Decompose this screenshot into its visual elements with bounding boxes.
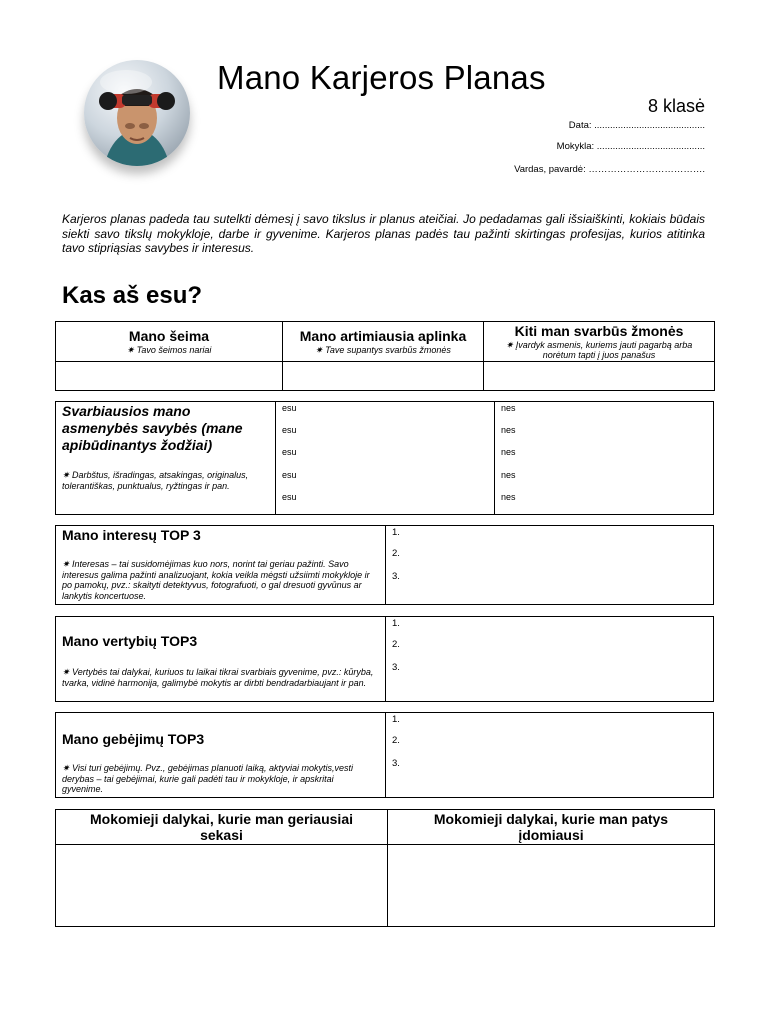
esu-label: esu bbox=[282, 492, 297, 502]
value-item-2[interactable]: 2. bbox=[392, 639, 400, 650]
interesting-subjects-header: Mokomieji dalykai, kurie man patys įdomiausi bbox=[388, 810, 715, 845]
nes-label: nes bbox=[501, 403, 516, 413]
nes-label: nes bbox=[501, 447, 516, 457]
values-note: ✷ Vertybės tai dalykai, kuriuos tu laikai tikrai svarbiais gyvenime, pvz.: kūryba, tvarka, vidinė harmonija, galimybė mokytis ar dirbti bendradarbiaujant ir pan. bbox=[62, 667, 374, 688]
skills-title: Mano gebėjimų TOP3 bbox=[62, 731, 205, 747]
family-note: ✷ Tavo šeimos nariai bbox=[126, 345, 212, 355]
grade-label: 8 klasė bbox=[647, 96, 705, 116]
nes-label: nes bbox=[501, 470, 516, 480]
binoculars-icon bbox=[84, 60, 190, 166]
section-title: Kas aš esu? bbox=[62, 282, 203, 309]
subjects-table bbox=[55, 809, 715, 927]
interest-item-3[interactable]: 3. bbox=[392, 571, 400, 582]
environment-note: ✷ Tave supantys svarbūs žmonės bbox=[315, 345, 451, 355]
traits-box bbox=[55, 401, 714, 515]
nes-label: nes bbox=[501, 492, 516, 502]
school-field[interactable]: Mokykla: ......................................... bbox=[556, 141, 705, 152]
values-title: Mano vertybių TOP3 bbox=[62, 633, 198, 649]
others-title: Kiti man svarbūs žmonės bbox=[514, 323, 684, 339]
value-item-3[interactable]: 3. bbox=[392, 662, 400, 673]
interest-item-1[interactable]: 1. bbox=[392, 527, 400, 538]
esu-label: esu bbox=[282, 425, 297, 435]
esu-label: esu bbox=[282, 470, 297, 480]
date-field[interactable]: Data: .......................................... bbox=[568, 120, 705, 131]
skills-box bbox=[55, 712, 714, 798]
skill-item-3[interactable]: 3. bbox=[392, 758, 400, 769]
skills-note: ✷ Visi turi gebėjimų. Pvz., gebėjimas planuoti laiką, aktyviai mokytis,vesti derybas – tai gebėjimai, kurie gali padėti tau ir mokykloje, ir apskritai gyvenime. bbox=[62, 763, 353, 794]
environment-cell[interactable] bbox=[283, 362, 484, 391]
others-cell[interactable] bbox=[484, 362, 715, 391]
page-title: Mano Karjeros Planas bbox=[217, 59, 546, 96]
skill-item-1[interactable]: 1. bbox=[392, 714, 400, 725]
best-subjects-header: Mokomieji dalykai, kurie man geriausiai sekasi bbox=[56, 810, 388, 845]
traits-title: Svarbiausios mano asmenybės savybės (mane apibūdinantys žodžiai) bbox=[62, 403, 243, 453]
values-box bbox=[55, 616, 714, 702]
value-item-1[interactable]: 1. bbox=[392, 618, 400, 629]
people-table bbox=[55, 321, 715, 391]
others-note: ✷ Įvardyk asmenis, kuriems jauti pagarbą arba norėtum tapti į juos panašus bbox=[505, 340, 693, 360]
intro-paragraph: Karjeros planas padeda tau sutelkti dėmesį į savo tikslus ir planus ateičiai. Jo pedadamas gali išsiaiškinti, kokiais būdais siekti savo tikslų mokykloje, darbe ir gyvenime. Karjeros planas padės tau pažinti skirtingas profesijas, kurios atitinka tavo stipriąsias savybes ir interesus. bbox=[62, 212, 705, 255]
skill-item-2[interactable]: 2. bbox=[392, 735, 400, 746]
esu-label: esu bbox=[282, 447, 297, 457]
interests-note: ✷ Interesas – tai susidomėjimas kuo nors, norint tai geriau pažinti. Savo interesus galima pažinti analizuojant, kokia veikla mėgsti užsiimti mokykloje ir po pamokų, pvz.: skaityti detektyvus, fotografuoti, o gal dresuoti gyvūnus ar lankytis koncertuose. bbox=[62, 559, 370, 601]
binoculars-boy-logo bbox=[84, 60, 190, 166]
family-cell[interactable] bbox=[56, 362, 283, 391]
best-subjects-cell[interactable] bbox=[56, 845, 388, 927]
interests-box bbox=[55, 525, 714, 605]
interesting-subjects-cell[interactable] bbox=[388, 845, 715, 927]
family-title: Mano šeima bbox=[128, 328, 210, 344]
others-header bbox=[484, 322, 715, 362]
interest-item-2[interactable]: 2. bbox=[392, 548, 400, 559]
name-field[interactable]: Vardas, pavardė: ………………………………. bbox=[514, 164, 705, 175]
environment-header bbox=[283, 322, 484, 362]
environment-title: Mano artimiausia aplinka bbox=[299, 328, 467, 344]
esu-label: esu bbox=[282, 403, 297, 413]
nes-label: nes bbox=[501, 425, 516, 435]
traits-note: ✷ Darbštus, išradingas, atsakingas, originalus, tolerantiškas, punktualus, ryžtingas ir pan. bbox=[62, 470, 249, 491]
interests-title: Mano interesų TOP 3 bbox=[62, 527, 201, 543]
family-header bbox=[56, 322, 283, 362]
